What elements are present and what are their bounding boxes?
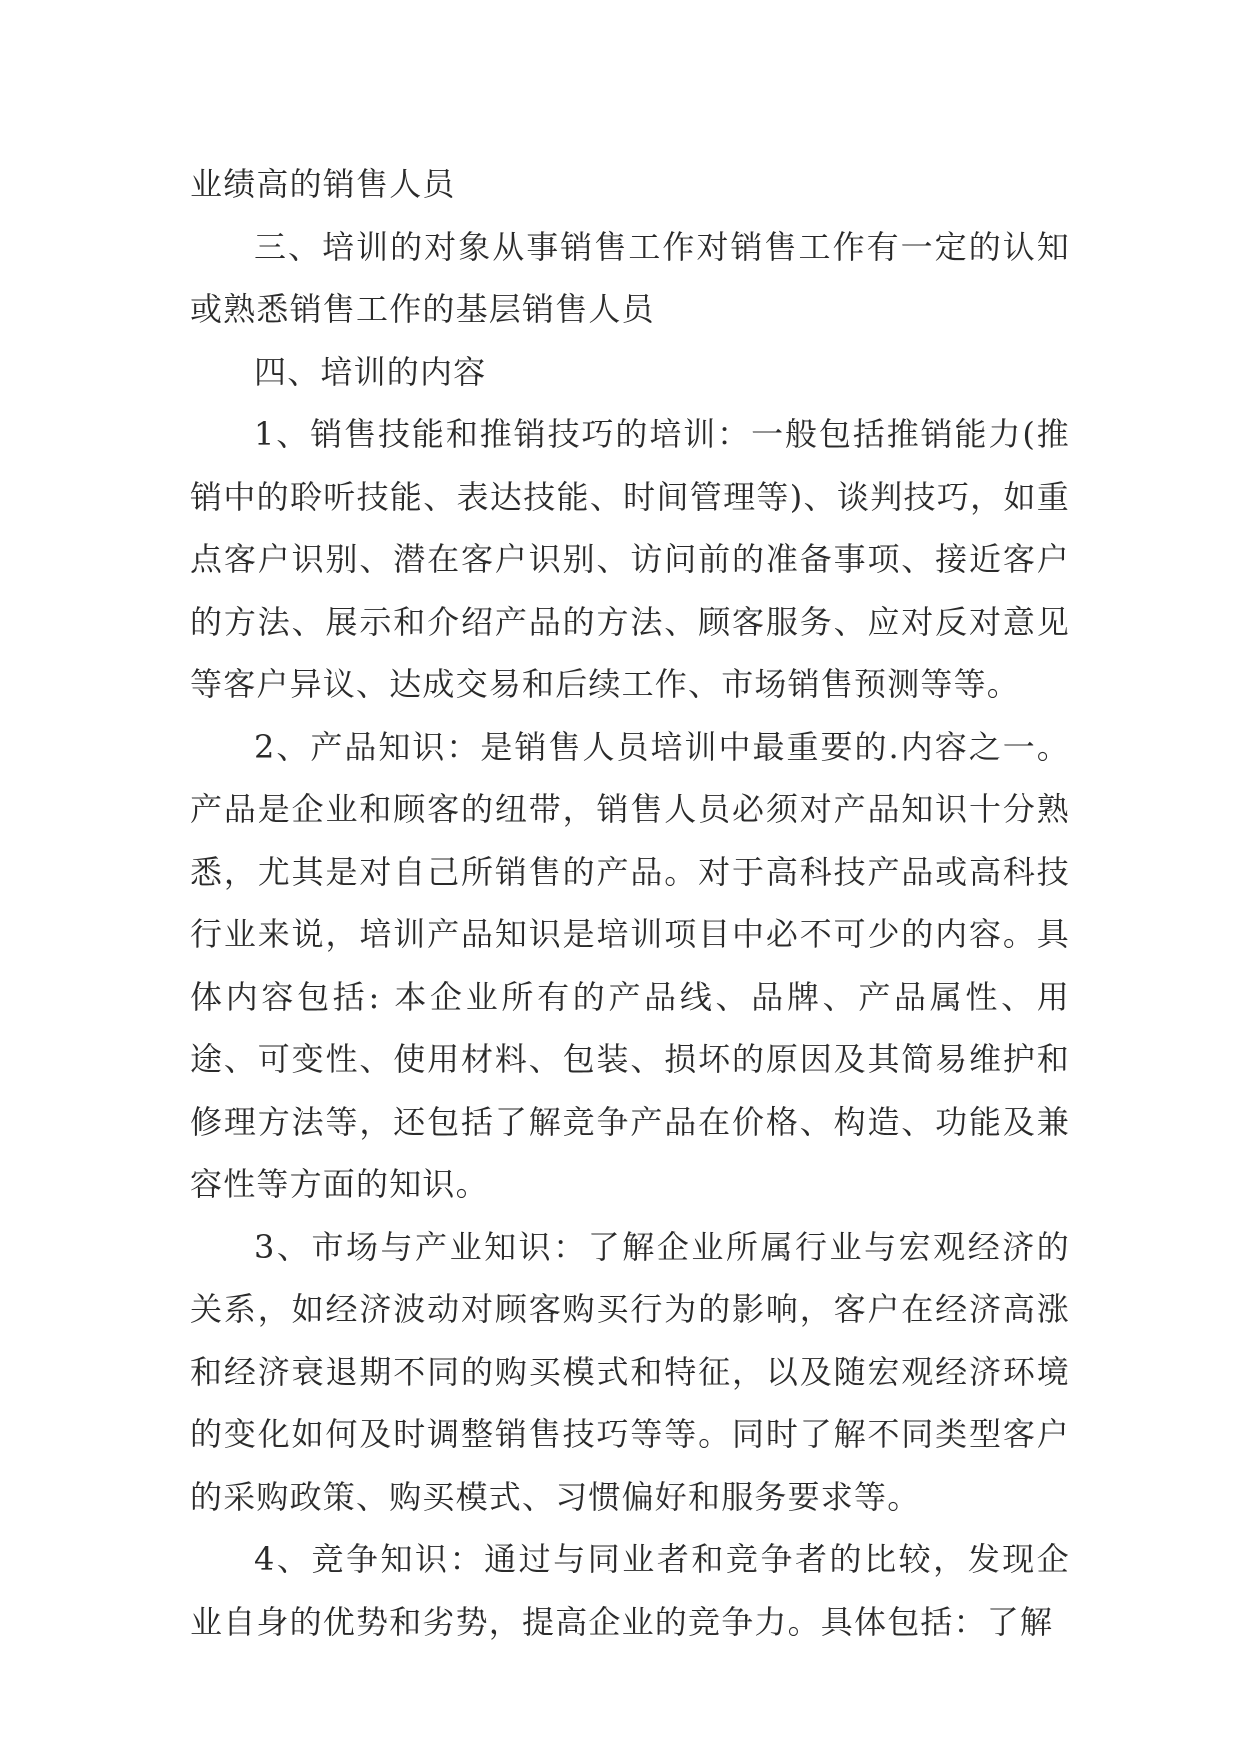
paragraph-sales-skills: 1、销售技能和推销技巧的培训：一般包括推销能力(推销中的聆听技能、表达技能、时间管理等)、谈判技巧，如重点客户识别、潜在客户识别、访问前的准备事项、接近客户的方法、展示和介绍产品的方法、顾客服务、应对反对意见等客户异议、达成交易和后续工作、市场销售预测等等。 — [190, 415, 1070, 703]
document-body — [190, 153, 1070, 1653]
section-heading-training-content: 四、培训的内容 — [254, 352, 487, 391]
paragraph-continuation: 业绩高的销售人员 — [190, 165, 456, 203]
paragraph-product-knowledge: 2、产品知识：是销售人员培训中最重要的.内容之一。产品是企业和顾客的纽带，销售人员必须对产品知识十分熟悉，尤其是对自己所销售的产品。对于高科技产品或高科技行业来说，培训产品知识是培训项目中必不可少的内容。具体内容包括: 本企业所有的产品线、品牌、产品属性、用途、可变性、使用材料、包装、损坏的原因及其简易维护和修理方法等，还包括了解竞争产品在价格、构造、功能及兼容性等方面的知识。 — [190, 727, 1070, 1203]
paragraph-competition-knowledge: 4、竞争知识：通过与同业者和竞争者的比较，发现企业自身的优势和劣势，提高企业的竞争力。具体包括：了解 — [190, 1540, 1070, 1641]
paragraph-market-knowledge: 3、市场与产业知识：了解企业所属行业与宏观经济的关系，如经济波动对顾客购买行为的影响，客户在经济高涨和经济衰退期不同的购买模式和特征，以及随宏观经济环境的变化如何及时调整销售技巧等等。同时了解不同类型客户的采购政策、购买模式、习惯偏好和服务要求等。 — [190, 1227, 1070, 1516]
paragraph-training-target: 三、培训的对象从事销售工作对销售工作有一定的认知或熟悉销售工作的基层销售人员 — [190, 227, 1070, 328]
